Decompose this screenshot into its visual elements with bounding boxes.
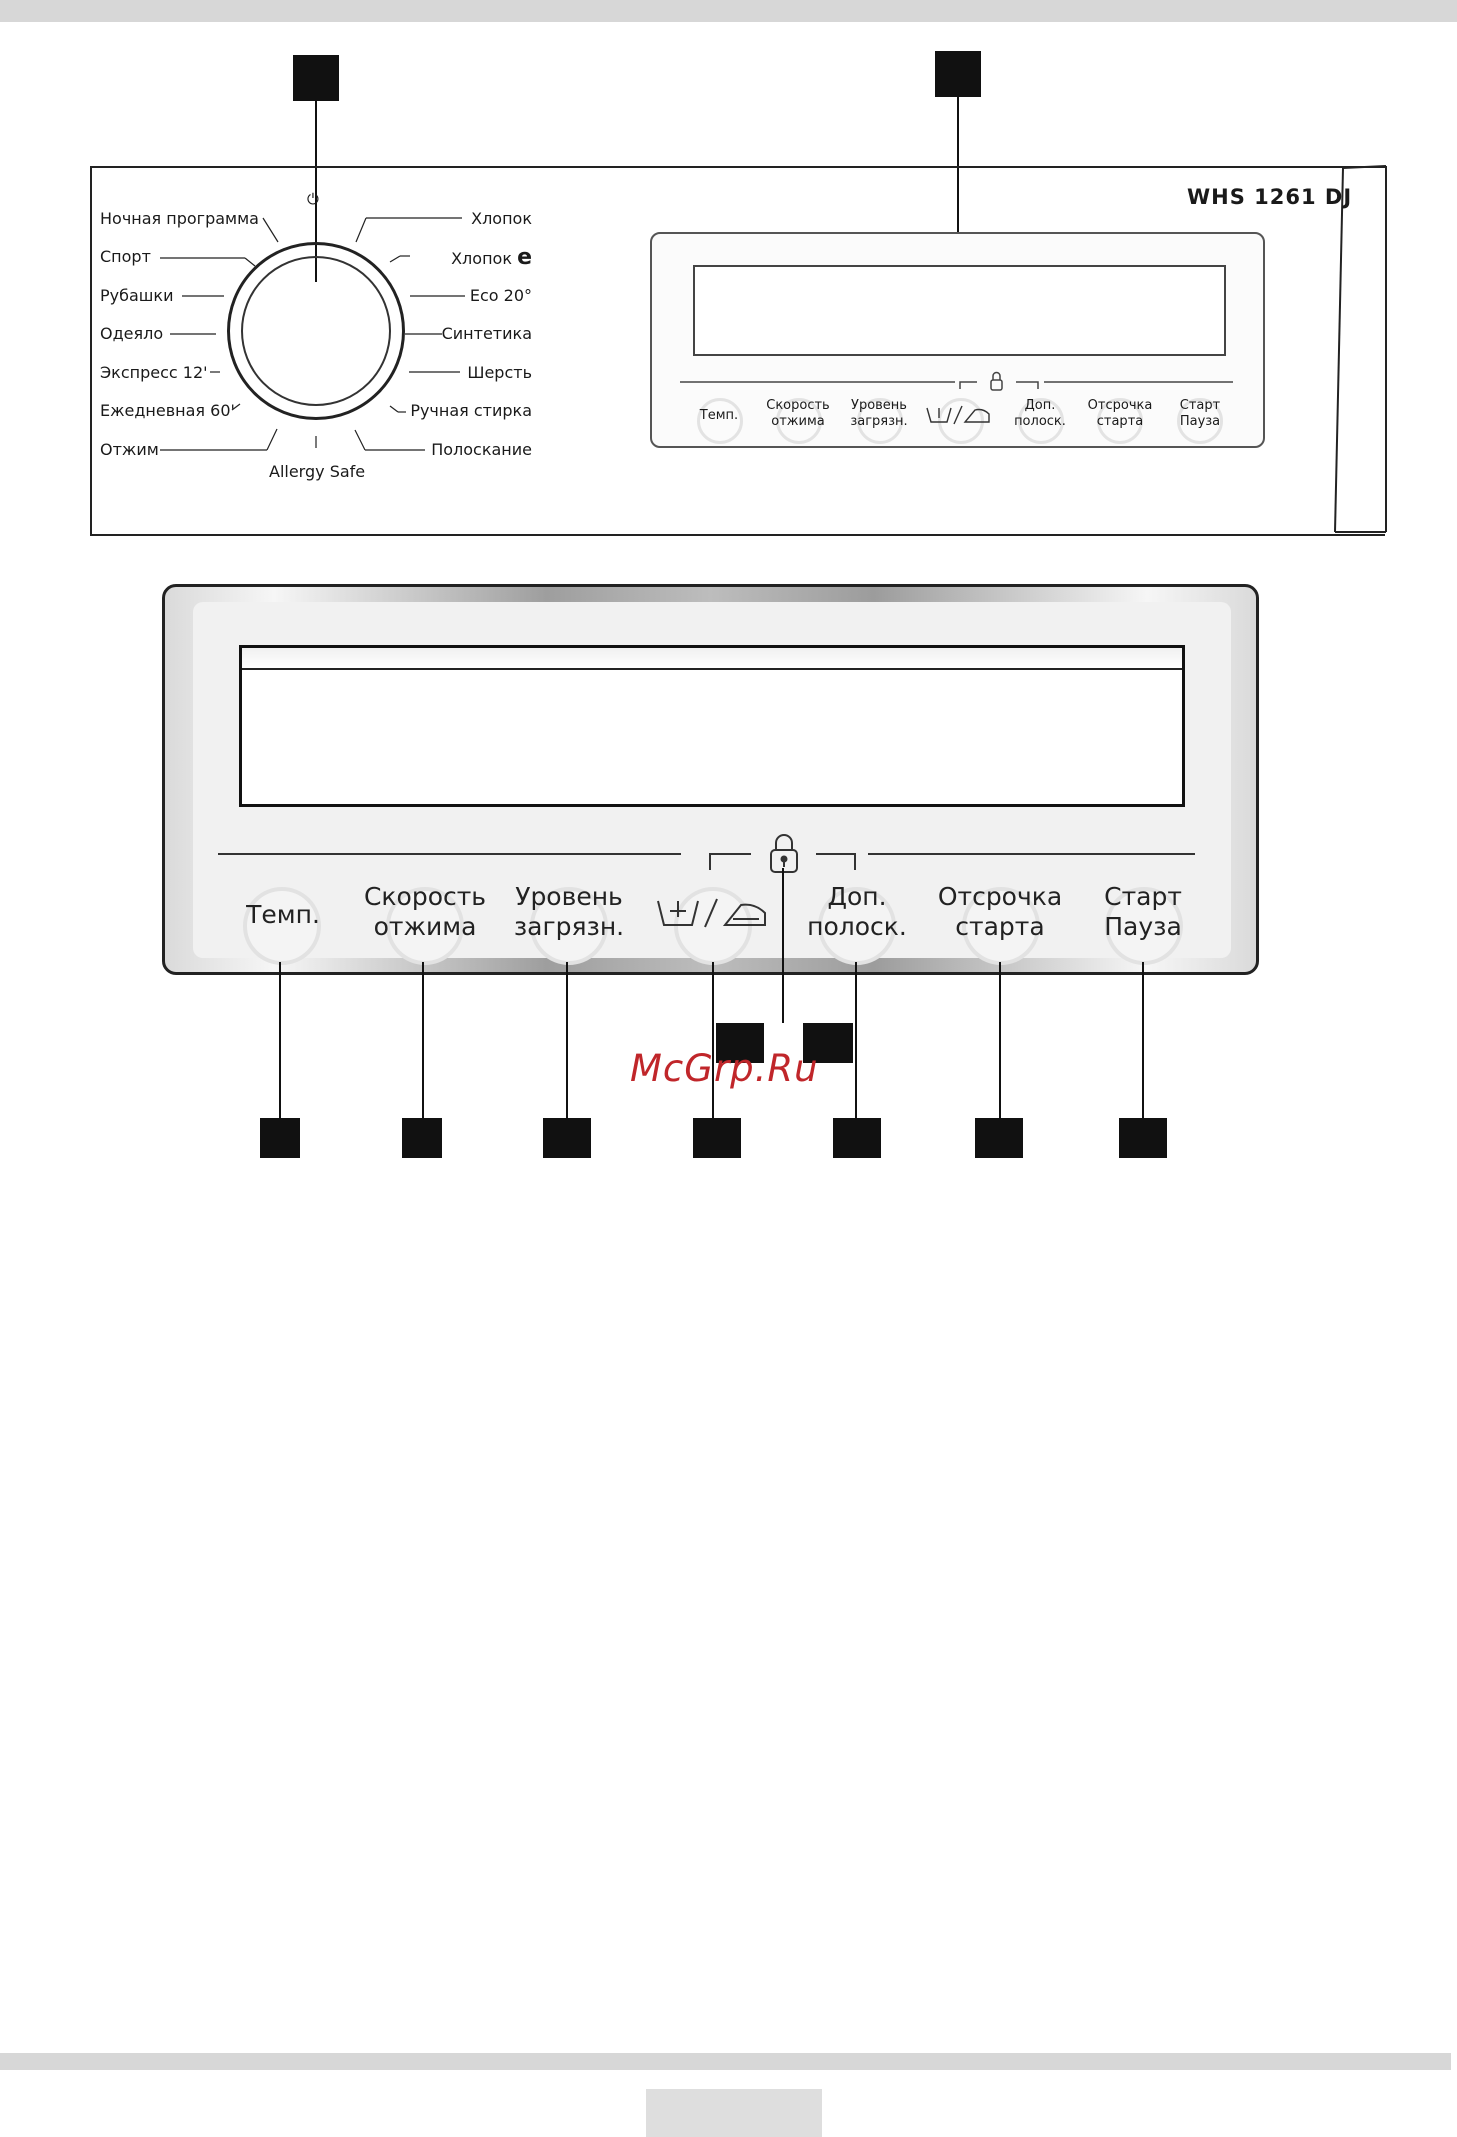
button-label: Доп. полоск. [807,882,907,941]
page-number-block [646,2089,822,2137]
program-label: Полоскание [431,440,532,459]
steam-iron-icon [925,402,995,428]
callout-line [422,962,424,1120]
button-label: Темп. [246,900,320,929]
program-label: Шерсть [467,363,532,382]
footer-bar [0,2053,1451,2070]
panel-right-edge [1330,164,1390,536]
header-bar [0,0,1457,22]
button-label: Скорость отжима [766,398,830,429]
program-label: Одеяло [100,324,164,343]
program-label: Хлопок [471,209,532,228]
program-label: Экспресс 12' [100,363,208,382]
callout-line [712,962,714,1120]
big-button-divider [218,830,1203,880]
callout-marker-display [935,51,981,97]
callout-line [279,962,281,1120]
display-screen-small [693,265,1226,356]
steam-iron-icon [655,893,770,933]
program-label: Eco 20° [469,286,532,305]
program-label: Ручная стирка [410,401,532,420]
callout-line [566,962,568,1120]
program-label: Отжим [100,440,159,459]
callout-line [855,962,857,1120]
callout-marker [260,1118,300,1158]
display-screen-enlarged [239,645,1185,807]
program-label: Хлопок e [451,245,532,270]
power-off-icon: ⏻ [307,190,319,208]
callout-line [999,962,1001,1120]
callout-marker [543,1118,591,1158]
program-dial-inner [241,256,391,406]
small-button-divider [680,368,1240,396]
callout-marker [833,1118,881,1158]
callout-marker-dial [293,55,339,101]
callout-marker [975,1118,1023,1158]
button-label: Отсрочка старта [937,882,1063,941]
program-label: Спорт [100,247,151,266]
button-label: Уровень загрязн. [850,398,908,429]
callout-marker [402,1118,442,1158]
program-label: Ночная программа [100,209,259,228]
button-label: Старт Пауза [1179,398,1221,429]
button-label: Доп. полоск. [1014,398,1066,429]
program-label: Рубашки [100,286,174,305]
program-label: Allergy Safe [269,462,366,481]
button-label: Старт Пауза [1104,882,1182,941]
watermark: McGrp.Ru [630,1047,819,1090]
eco-icon: e [517,245,532,270]
button-label: Уровень загрязн. [513,882,625,941]
program-label: Ежедневная 60' [100,401,235,420]
callout-line [1142,962,1144,1120]
button-label: Темп. [699,408,739,423]
program-label: Синтетика [441,324,532,343]
button-label: Отсрочка старта [1087,398,1153,429]
callout-line [782,868,784,1023]
callout-marker [1119,1118,1167,1158]
model-name: WHS 1261 DJ [1187,185,1353,209]
button-label: Скорость отжима [363,882,487,941]
callout-marker [693,1118,741,1158]
